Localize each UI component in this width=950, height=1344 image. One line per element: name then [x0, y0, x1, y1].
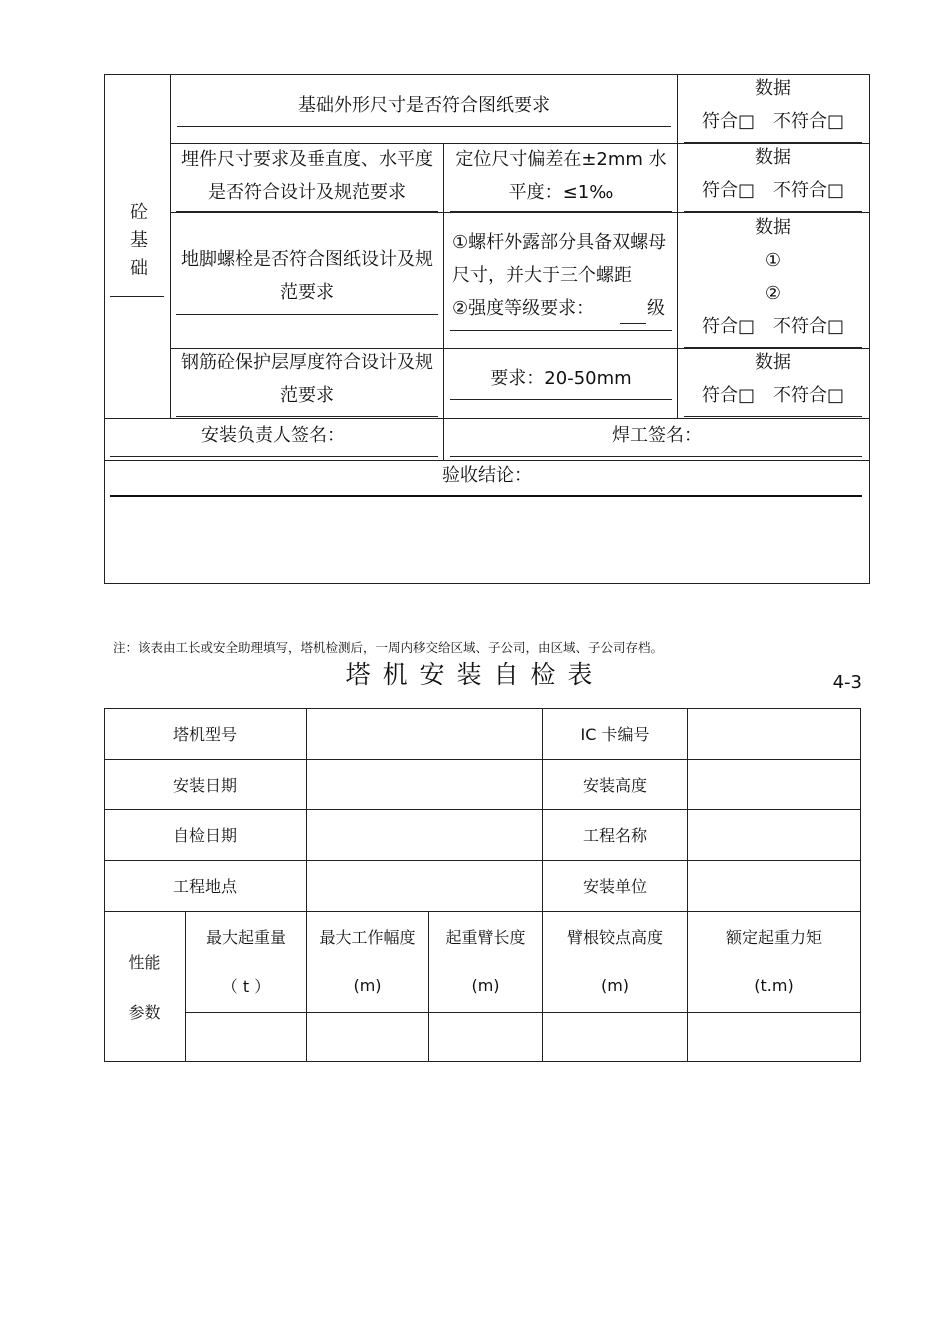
check-item: 钢筋砼保护层厚度符合设计及规范要求 — [181, 352, 433, 406]
param-value[interactable] — [543, 1013, 687, 1061]
requirement: ②强度等级要求： — [452, 298, 595, 319]
param-unit: (m) — [471, 975, 500, 995]
model-value[interactable] — [307, 708, 542, 759]
unit-label: 级 — [647, 298, 665, 319]
divider — [170, 74, 171, 418]
param-value[interactable] — [688, 1013, 860, 1061]
install-unit-value[interactable] — [688, 860, 860, 911]
install-height-value[interactable] — [688, 759, 860, 809]
divider — [443, 143, 444, 418]
underline — [110, 456, 438, 457]
install-height-label: 安装高度 — [582, 775, 647, 795]
footnote: 注：该表由工长或安全助理填写，塔机检测后，一周内移交给区域、子公司，由区域、子公司存档。 — [113, 640, 664, 655]
ic-card-value[interactable] — [688, 708, 860, 759]
requirement: ①螺杆外露部分具备双螺母尺寸，并大于三个螺距 — [452, 232, 667, 286]
result-checkbox[interactable]: 符合□ 不符合□ — [701, 111, 844, 132]
param-unit: (m) — [600, 975, 630, 995]
param-unit: （ t ） — [221, 976, 271, 996]
underline — [684, 416, 862, 417]
data-mark: ② — [764, 283, 782, 304]
param-name: 臂根铰点高度 — [566, 927, 663, 947]
form-title: 塔 机 安 装 自 检 表 — [345, 660, 595, 689]
check-item: 埋件尺寸要求及垂直度、水平度是否符合设计及规范要求 — [181, 149, 433, 203]
check-date-value[interactable] — [307, 809, 542, 860]
result-checkbox[interactable]: 符合□ 不符合□ — [701, 180, 844, 201]
performance-label: 性能 — [128, 952, 161, 972]
form-code: 4-3 — [832, 672, 862, 693]
param-name: 最大工作幅度 — [319, 927, 416, 947]
acceptance-conclusion[interactable]: 验收结论： — [442, 464, 532, 486]
data-label: 数据 — [755, 147, 791, 168]
input-blank[interactable] — [620, 323, 646, 324]
check-date-label: 自检日期 — [172, 826, 237, 845]
data-label: 数据 — [755, 352, 791, 373]
underline — [450, 399, 672, 400]
param-unit: (t.m) — [754, 975, 794, 995]
performance-label: 参数 — [128, 1002, 161, 1022]
underline — [176, 314, 438, 315]
data-mark: ① — [764, 250, 782, 271]
result-checkbox[interactable]: 符合□ 不符合□ — [701, 385, 844, 406]
param-value[interactable] — [307, 1013, 428, 1061]
check-item: 基础外形尺寸是否符合图纸要求 — [298, 94, 550, 116]
check-item: 地脚螺栓是否符合图纸设计及规范要求 — [181, 249, 433, 303]
data-label: 数据 — [755, 78, 791, 99]
model-label: 塔机型号 — [172, 725, 237, 744]
project-name-label: 工程名称 — [582, 826, 647, 845]
underline — [450, 330, 672, 331]
welder-signature[interactable]: 焊工签名： — [612, 424, 702, 446]
underline — [176, 416, 438, 417]
project-name-value[interactable] — [688, 809, 860, 860]
param-value[interactable] — [429, 1013, 542, 1061]
requirement: 要求：20-50mm — [490, 368, 632, 389]
underline — [450, 211, 672, 212]
project-location-label: 工程地点 — [172, 877, 237, 896]
underline — [110, 495, 862, 497]
param-name: 额定起重力矩 — [725, 927, 822, 947]
param-name: 起重臂长度 — [445, 927, 526, 947]
ic-card-label: IC 卡编号 — [580, 725, 650, 744]
param-unit: (m) — [353, 975, 382, 995]
install-lead-signature[interactable]: 安装负责人签名： — [201, 424, 345, 446]
underline — [177, 126, 671, 127]
underline — [176, 211, 438, 212]
underline — [110, 296, 164, 297]
data-label: 数据 — [755, 217, 791, 238]
result-checkbox[interactable]: 符合□ 不符合□ — [701, 316, 844, 337]
project-location-value[interactable] — [307, 860, 542, 911]
section-label: 砼基础 — [127, 201, 148, 286]
install-date-value[interactable] — [307, 759, 542, 809]
install-unit-label: 安装单位 — [582, 877, 647, 896]
param-name: 最大起重量 — [205, 927, 286, 947]
param-value[interactable] — [186, 1013, 306, 1061]
underline — [450, 456, 862, 457]
divider — [104, 911, 861, 912]
requirement: 定位尺寸偏差在±2mm 水平度：≤1‰ — [455, 149, 667, 203]
install-date-label: 安装日期 — [172, 775, 237, 795]
